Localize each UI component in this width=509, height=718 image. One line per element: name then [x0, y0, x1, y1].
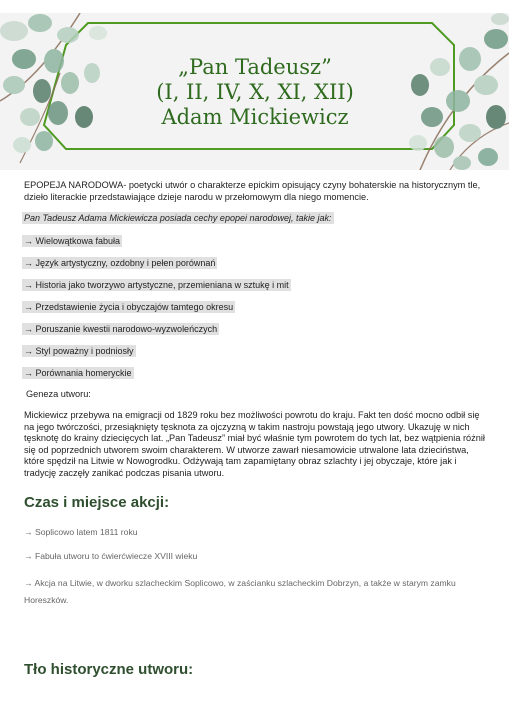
title-line-3: Adam Mickiewicz — [161, 105, 349, 129]
document-title — [100, 55, 410, 130]
heading-time-place: Czas i miejsce akcji: — [24, 494, 170, 511]
title-line-1: „Pan Tadeusz” — [178, 55, 332, 79]
intro-paragraph: EPOPEJA NARODOWA- poetycki utwór o charakterze epickim opisujący czyny bohaterskie na historycznym tle, dzieło literackie przedstawiające dzieje narodu w przełomowym dla niego momencie. — [24, 180, 481, 202]
time-place-item: → Fabuła utworu to ćwierćwiecze XVIII wieku — [24, 551, 198, 561]
lead-highlight: Pan Tadeusz Adama Mickiewicza posiada cechy epopei narodowej, takie jak: — [24, 213, 332, 223]
feature-item: → Wielowątkowa fabuła — [24, 236, 121, 246]
feature-item: → Poruszanie kwestii narodowo-wyzwoleńczych — [24, 324, 218, 334]
heading-historical-background: Tło historyczne utworu: — [24, 661, 194, 678]
feature-item: → Przedstawienie życia i obyczajów tamtego okresu — [24, 302, 234, 312]
time-place-item: → Soplicowo latem 1811 roku — [24, 527, 138, 537]
feature-item: → Styl poważny i podniosły — [24, 346, 134, 356]
time-place-item: → Akcja na Litwie, w dworku szlacheckim Soplicowo, w zaścianku szlacheckim Dobrzyn, a także w starym zamku Horeszków. — [24, 578, 456, 605]
feature-item: → Porównania homeryckie — [24, 368, 132, 378]
geneza-paragraph: Mickiewicz przebywa na emigracji od 1829 roku bez możliwości powrotu do kraju. Fakt ten dość mocno odbił się na jego twórczości, przesiąknięty tęsknota za ojczyzną w takim nastroju powstają jego utwory. Ukazuję w nich tęsknotę do krainy dziecięcych lat. „Pan Tadeusz” miał być właśnie tym powrotem do tych lat, bez wątpienia różnił się od poprzednich utworem swoim charakterem. W utworze zawarł niesamowicie utrwalone lata dzieciństwa, które spędził na Litwie w Nowogrodku. Odżywają tam zapamiętany obraz szlachty i jej obyczaje, które jak i tradycję zaczęły zanikać podczas pisania utworu. — [24, 410, 485, 478]
title-line-2: (I, II, IV, X, XI, XII) — [156, 80, 354, 104]
lead-sentence — [24, 213, 334, 223]
feature-item: → Historia jako tworzywo artystyczne, przemieniana w sztukę i mit — [24, 280, 289, 290]
geneza-label: Geneza utworu: — [26, 389, 91, 399]
header-banner — [0, 13, 509, 170]
feature-item: → Język artystyczny, ozdobny i pełen porównań — [24, 258, 216, 268]
